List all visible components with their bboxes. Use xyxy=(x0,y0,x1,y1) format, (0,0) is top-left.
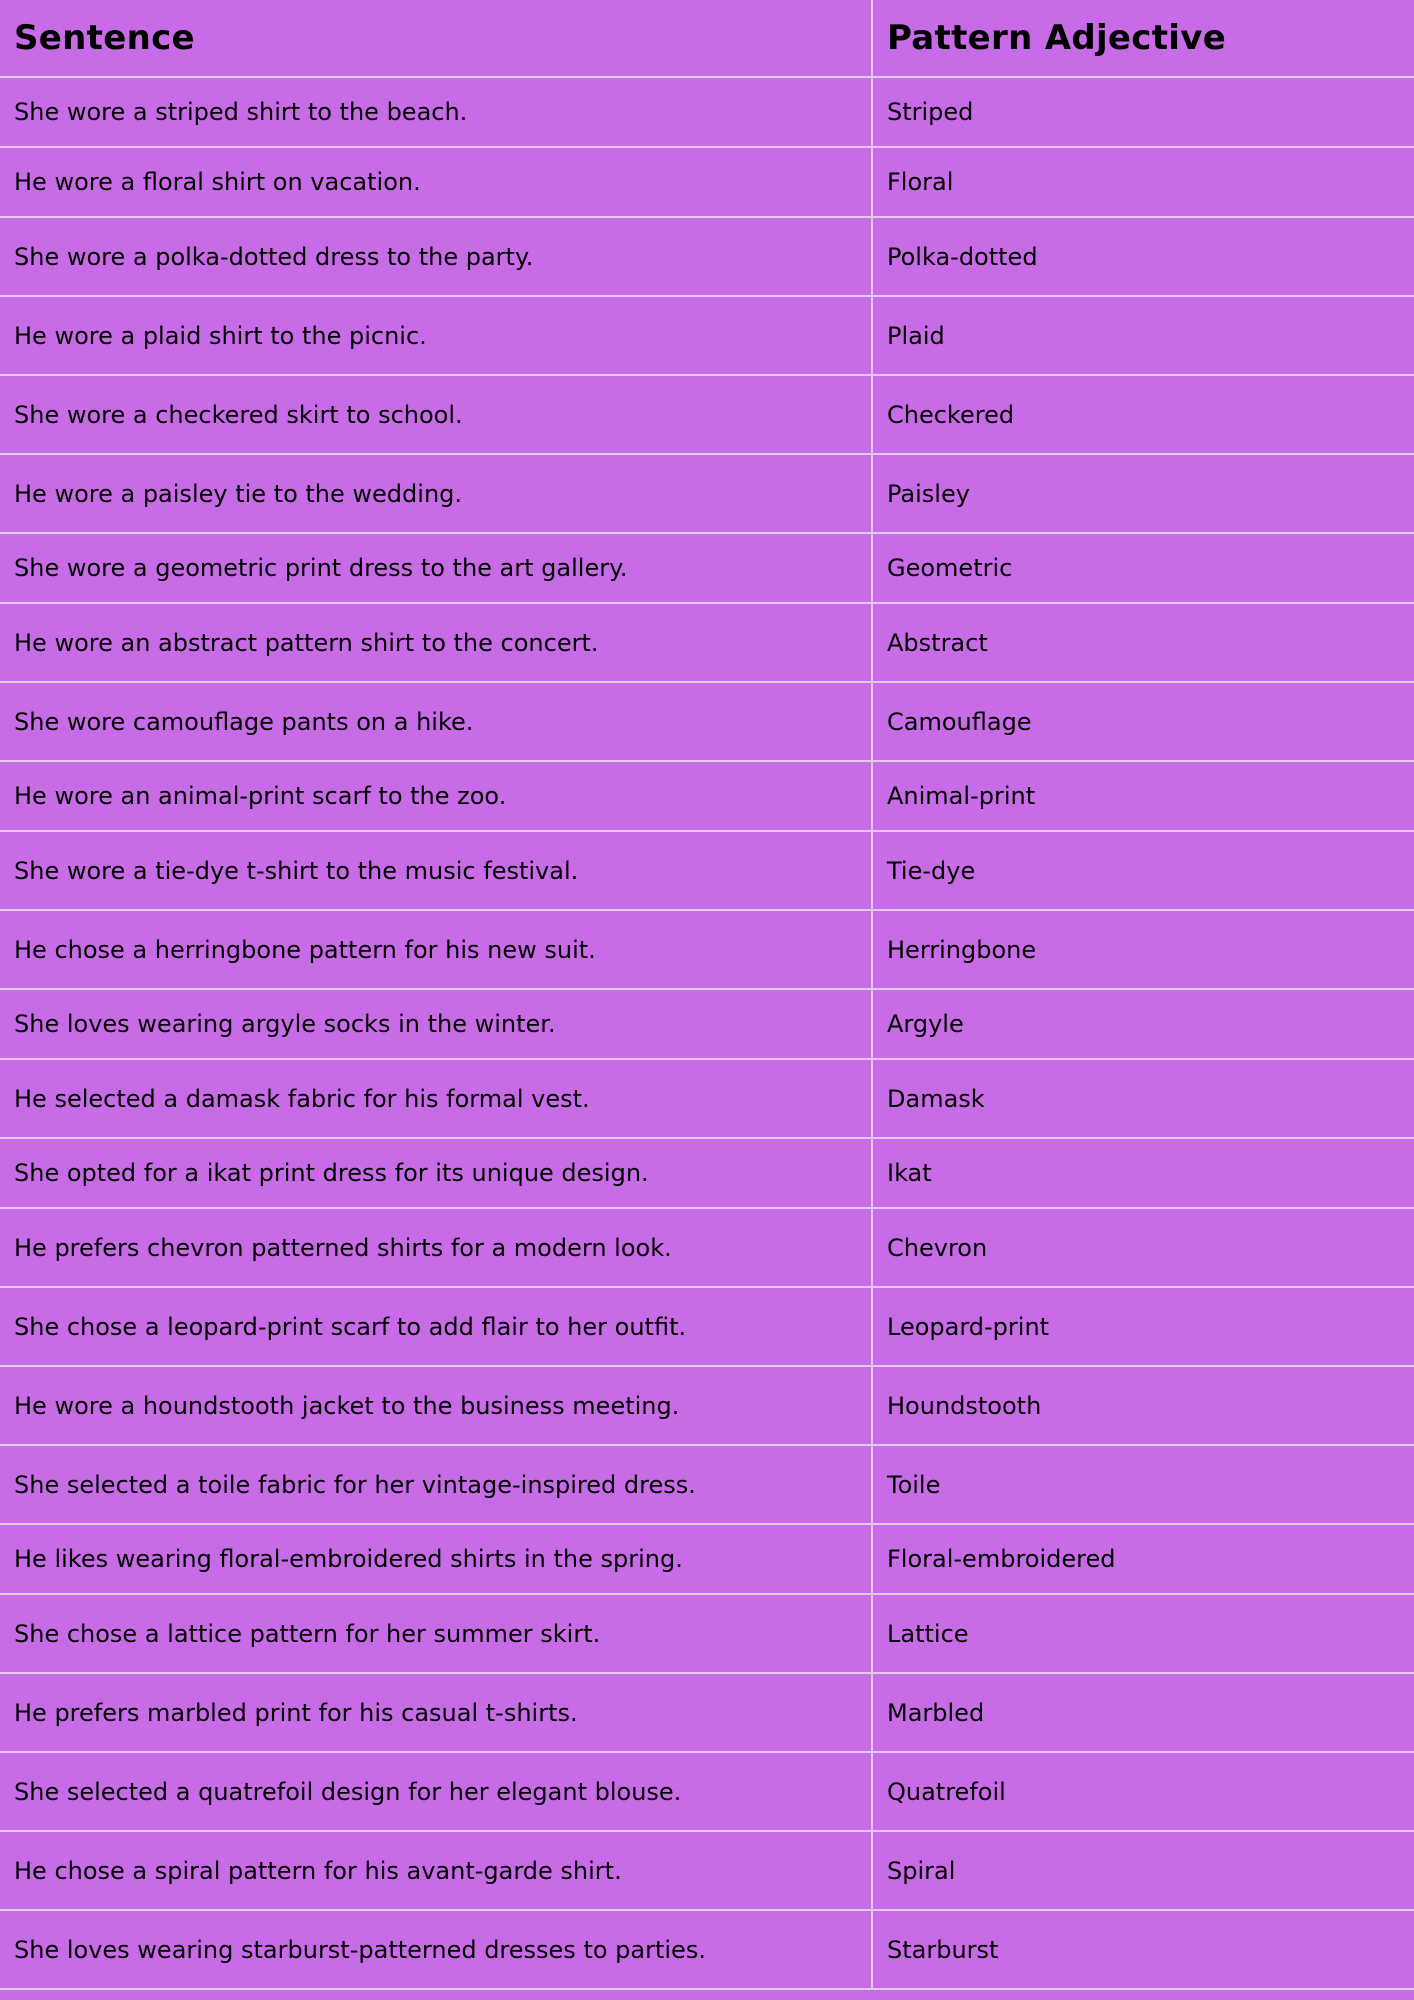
sentence-cell: He likes wearing floral-embroidered shirts in the spring. xyxy=(0,1524,872,1594)
sentence-cell: She wore a checkered skirt to school. xyxy=(0,375,872,454)
sentence-cell: He wore a paisley tie to the wedding. xyxy=(0,454,872,533)
sentence-cell: He prefers marbled print for his casual t-shirts. xyxy=(0,1673,872,1752)
sentence-cell: She loves wearing argyle socks in the winter. xyxy=(0,989,872,1059)
sentence-cell: She wore a polka-dotted dress to the party. xyxy=(0,217,872,296)
adjective-cell: Ikat xyxy=(872,1138,1414,1208)
table-row xyxy=(0,533,1414,603)
table-row xyxy=(0,603,1414,682)
sentence-cell: She opted for a ikat print dress for its unique design. xyxy=(0,1138,872,1208)
sentence-cell: He wore a houndstooth jacket to the business meeting. xyxy=(0,1366,872,1445)
adjective-cell: Geometric xyxy=(872,533,1414,603)
table-row xyxy=(0,831,1414,910)
table-row xyxy=(0,454,1414,533)
adjective-cell: Damask xyxy=(872,1059,1414,1138)
adjective-cell: Camouflage xyxy=(872,682,1414,761)
adjective-cell: Lattice xyxy=(872,1594,1414,1673)
sentence-cell: He wore an animal-print scarf to the zoo. xyxy=(0,761,872,831)
table-row xyxy=(0,1208,1414,1287)
table-row xyxy=(0,1831,1414,1910)
table-row xyxy=(0,989,1414,1059)
table-row xyxy=(0,1524,1414,1594)
table-row xyxy=(0,1287,1414,1366)
table-row xyxy=(0,1594,1414,1673)
adjective-cell: Abstract xyxy=(872,603,1414,682)
sentence-cell: He wore a plaid shirt to the picnic. xyxy=(0,296,872,375)
adjective-cell: Floral xyxy=(872,147,1414,217)
table-row xyxy=(0,147,1414,217)
table-row xyxy=(0,1366,1414,1445)
table-row xyxy=(0,1910,1414,1989)
table-row xyxy=(0,77,1414,147)
adjective-cell: Plaid xyxy=(872,296,1414,375)
sentence-cell: He wore an abstract pattern shirt to the concert. xyxy=(0,603,872,682)
table-row xyxy=(0,1138,1414,1208)
table-row xyxy=(0,296,1414,375)
adjective-cell: Spiral xyxy=(872,1831,1414,1910)
sentence-cell: He wore a floral shirt on vacation. xyxy=(0,147,872,217)
sentence-cell: He prefers chevron patterned shirts for a modern look. xyxy=(0,1208,872,1287)
header-sentence: Sentence xyxy=(0,0,872,77)
sentence-cell: He chose a spiral pattern for his avant-garde shirt. xyxy=(0,1831,872,1910)
adjective-cell: Paisley xyxy=(872,454,1414,533)
table-row xyxy=(0,761,1414,831)
sentence-cell: She wore a geometric print dress to the art gallery. xyxy=(0,533,872,603)
adjective-cell: Polka-dotted xyxy=(872,217,1414,296)
adjective-cell: Argyle xyxy=(872,989,1414,1059)
sentence-cell: He chose a herringbone pattern for his new suit. xyxy=(0,910,872,989)
table-row xyxy=(0,910,1414,989)
adjective-cell: Starburst xyxy=(872,1910,1414,1989)
sentence-cell: He selected a damask fabric for his formal vest. xyxy=(0,1059,872,1138)
sentence-cell: She wore a striped shirt to the beach. xyxy=(0,77,872,147)
sentence-cell: She chose a leopard-print scarf to add flair to her outfit. xyxy=(0,1287,872,1366)
adjective-cell: Leopard-print xyxy=(872,1287,1414,1366)
adjective-cell: Quatrefoil xyxy=(872,1752,1414,1831)
table-row xyxy=(0,1752,1414,1831)
header-pattern-adjective: Pattern Adjective xyxy=(872,0,1414,77)
table-row xyxy=(0,1445,1414,1524)
sentence-cell: She chose a lattice pattern for her summer skirt. xyxy=(0,1594,872,1673)
sentence-cell: She selected a toile fabric for her vintage-inspired dress. xyxy=(0,1445,872,1524)
sentence-cell: She selected a quatrefoil design for her elegant blouse. xyxy=(0,1752,872,1831)
sentence-cell: She wore camouflage pants on a hike. xyxy=(0,682,872,761)
adjective-cell: Toile xyxy=(872,1445,1414,1524)
adjective-cell: Striped xyxy=(872,77,1414,147)
adjective-cell: Tie-dye xyxy=(872,831,1414,910)
adjective-cell: Floral-embroidered xyxy=(872,1524,1414,1594)
table-row xyxy=(0,375,1414,454)
table-row xyxy=(0,1673,1414,1752)
adjective-cell: Checkered xyxy=(872,375,1414,454)
table-row xyxy=(0,1059,1414,1138)
adjective-cell: Chevron xyxy=(872,1208,1414,1287)
adjective-cell: Houndstooth xyxy=(872,1366,1414,1445)
adjective-cell: Marbled xyxy=(872,1673,1414,1752)
table-row xyxy=(0,682,1414,761)
sentence-cell: She loves wearing starburst-patterned dresses to parties. xyxy=(0,1910,872,1989)
adjective-cell: Herringbone xyxy=(872,910,1414,989)
adjective-cell: Animal-print xyxy=(872,761,1414,831)
header-row xyxy=(0,0,1414,77)
sentence-cell: She wore a tie-dye t-shirt to the music festival. xyxy=(0,831,872,910)
table-row xyxy=(0,217,1414,296)
